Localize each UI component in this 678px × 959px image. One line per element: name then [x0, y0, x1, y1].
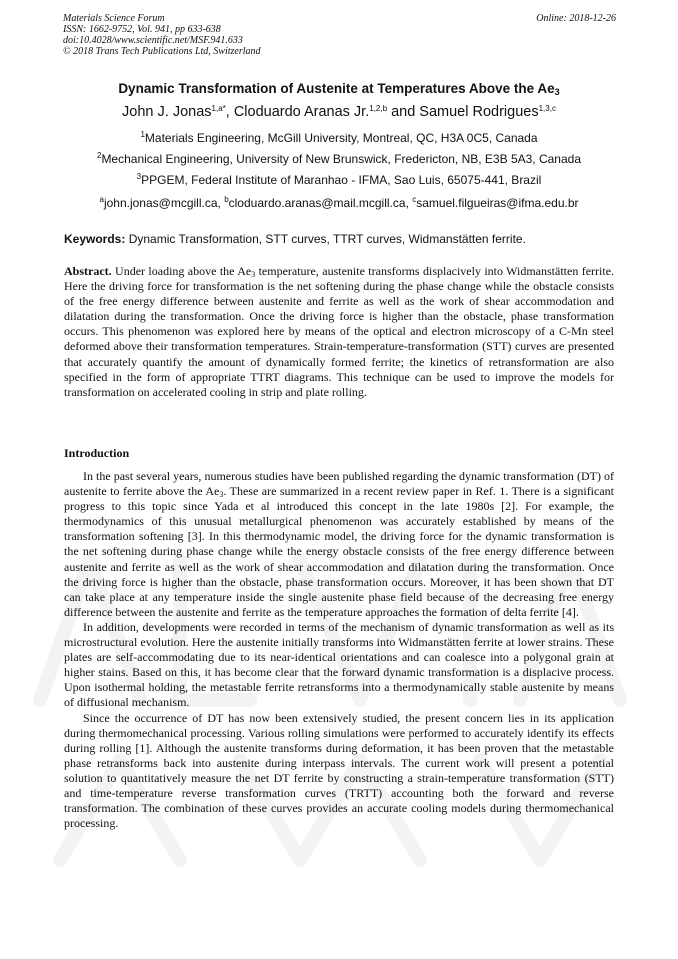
journal-header	[63, 13, 616, 57]
abstract-label: Abstract.	[64, 264, 112, 278]
email-address: samuel.filgueiras@ifma.edu.br	[416, 196, 579, 210]
abstract-text-rest: temperature, austenite transforms displacively into Widmanstätten ferrite. Here the driving force for transformation is the net softening during the phase change while the obstacle consists of the free energy difference between austenite and ferrite as well as the work of shear accommodation and dilatation during the transformation. Once the driving force is higher than the obstacle, phase transformation occurs. This phenomenon was explored here by means of the optical and electron microscopy of a C-Mn steel deformed above their transformation temperatures. Strain-temperature-transformation (STT) curves are presented that accurately quantify the amount of dynamically formed ferrite; the kinetics of retransformation are also specified in the form of appropriate TTRT diagrams. This technique can be used to improve the models for transformation on accelerated cooling in strip and plate rolling.	[64, 264, 615, 399]
journal-copyright: © 2018 Trans Tech Publications Ltd, Switzerland	[63, 46, 261, 57]
keywords-text: Dynamic Transformation, STT curves, TTRT curves, Widmanstätten ferrite.	[128, 232, 526, 246]
keywords-label: Keywords:	[64, 232, 126, 246]
author-affiliation-marker: 1,3,c	[538, 104, 556, 113]
paragraph-text-start: In the past several years, numerous studies have been published regarding the dynamic transformation (DT) of austenite to ferrite above the Ae	[64, 469, 614, 499]
author-list	[40, 103, 638, 121]
abstract-subscript: 3	[251, 270, 256, 279]
affiliation-marker: 1	[140, 130, 145, 139]
author-name: John J. Jonas	[122, 104, 212, 120]
paragraph-subscript: 3	[219, 490, 224, 500]
journal-issn: ISSN: 1662-9752, Vol. 941, pp 633-638	[63, 24, 221, 35]
affiliation-text: Materials Engineering, McGill University, Montreal, QC, H3A 0C5, Canada	[144, 131, 538, 145]
introduction-paragraph: In addition, developments were recorded in terms of the mechanism of dynamic transformation as well as its microstructural evolution. Here the austenite initially transforms into Widmanstätten ferrite at lower strains. These plates are self-accommodating due to its near-identical orientations and can coalesce into a polygonal grain at higher stains. Based on this, it has become clear that the forward dynamic transformation is a displacive process. Upon isothermal holding, the metastable ferrite retransforms into a thermodynamically stable austenite by means of diffusional mechanism.	[64, 619, 614, 710]
introduction-body	[64, 469, 614, 831]
abstract-text-start: Under loading above the Ae	[115, 264, 252, 278]
author-name: Samuel Rodrigues	[419, 104, 539, 120]
email-address: john.jonas@mcgill.ca	[103, 196, 218, 210]
affiliation-line	[40, 152, 638, 166]
title-text: Dynamic Transformation of Austenite at Temperatures Above the Ae	[118, 81, 555, 96]
journal-name: Materials Science Forum	[63, 13, 165, 24]
email-marker: b	[224, 195, 229, 204]
paper-title	[40, 81, 638, 97]
email-address: cloduardo.aranas@mail.mcgill.ca	[228, 196, 406, 210]
author-separator: ,	[225, 104, 234, 120]
affiliation-text: PPGEM, Federal Institute of Maranhao - IFMA, Sao Luis, 65075-441, Brazil	[141, 173, 542, 187]
author-affiliation-marker: 1,2,b	[369, 104, 388, 113]
abstract	[64, 264, 614, 400]
affiliation-marker: 2	[96, 151, 102, 160]
affiliation-line	[40, 131, 638, 145]
author-separator: and	[387, 104, 420, 120]
affiliation-text: Mechanical Engineering, University of New Brunswick, Fredericton, NB, E3B 5A3, Canada	[101, 152, 581, 166]
online-date: Online: 2018-12-26	[536, 13, 616, 24]
paragraph-text-rest: . These are summarized in a recent review paper in Ref. 1. There is a significant progress to this topic since Yada et al introduced this concept in the late 1980s [2]. For example, the thermodynamics of this unusual metallurgical phenomenon was accurately established by means of the transformation softening [3]. In this thermodynamic model, the driving force for the dynamic transformation is the net softening during phase change while the energy obstacle consists of the free energy difference between austenite and ferrite as well as the work of shear accommodation and dilatation during the transformation. Once the driving force is higher than the obstacle, phase transformation occurs. Moreover, it has been shown that DT can take place at any temperature inside the single austenite phase field because of the decreasing free energy difference between the austenite and ferrite as the temperature approaches the formation of delta ferrite [4].	[64, 484, 615, 619]
introduction-paragraph	[64, 469, 614, 620]
affiliation-marker: 3	[136, 172, 142, 181]
author-name: Cloduardo Aranas Jr.	[233, 104, 370, 120]
email-line: $^a$john.jonas@mcgill.ca, $^b$cloduardo.aranas@mail.mcgill.ca, $^c$samuel.filgueiras@ifma.edu.br	[99, 195, 579, 210]
abstract-paragraph	[64, 264, 614, 400]
email-marker: c	[412, 195, 417, 204]
introduction-heading: Introduction	[64, 446, 130, 460]
affiliation-line	[40, 173, 638, 187]
introduction-paragraph: Since the occurrence of DT has now been extensively studied, the present concern lies in its application during thermomechanical processing. Various rolling simulations were performed to accurately identify its effects during rolling [1]. Although the austenite transforms during deformation, it has been proven that the metastable phase retransforms back into austenite during interpass intervals. The current work will present a potential solution to quantitatively measure the net DT ferrite by constructing a strain-temperature transformation (STT) and time-temperature reverse transformation curves (TRTT) accounting both the forward and reverse transformation. The combination of these curves provides an accurate cooling models during thermomechanical processing.	[64, 710, 614, 831]
keywords	[64, 232, 624, 246]
title-subscript: 3	[554, 87, 560, 97]
email-marker: a	[99, 195, 104, 204]
journal-doi: doi:10.4028/www.scientific.net/MSF.941.633	[63, 35, 243, 46]
author-affiliation-marker: 1,a*	[211, 104, 226, 113]
